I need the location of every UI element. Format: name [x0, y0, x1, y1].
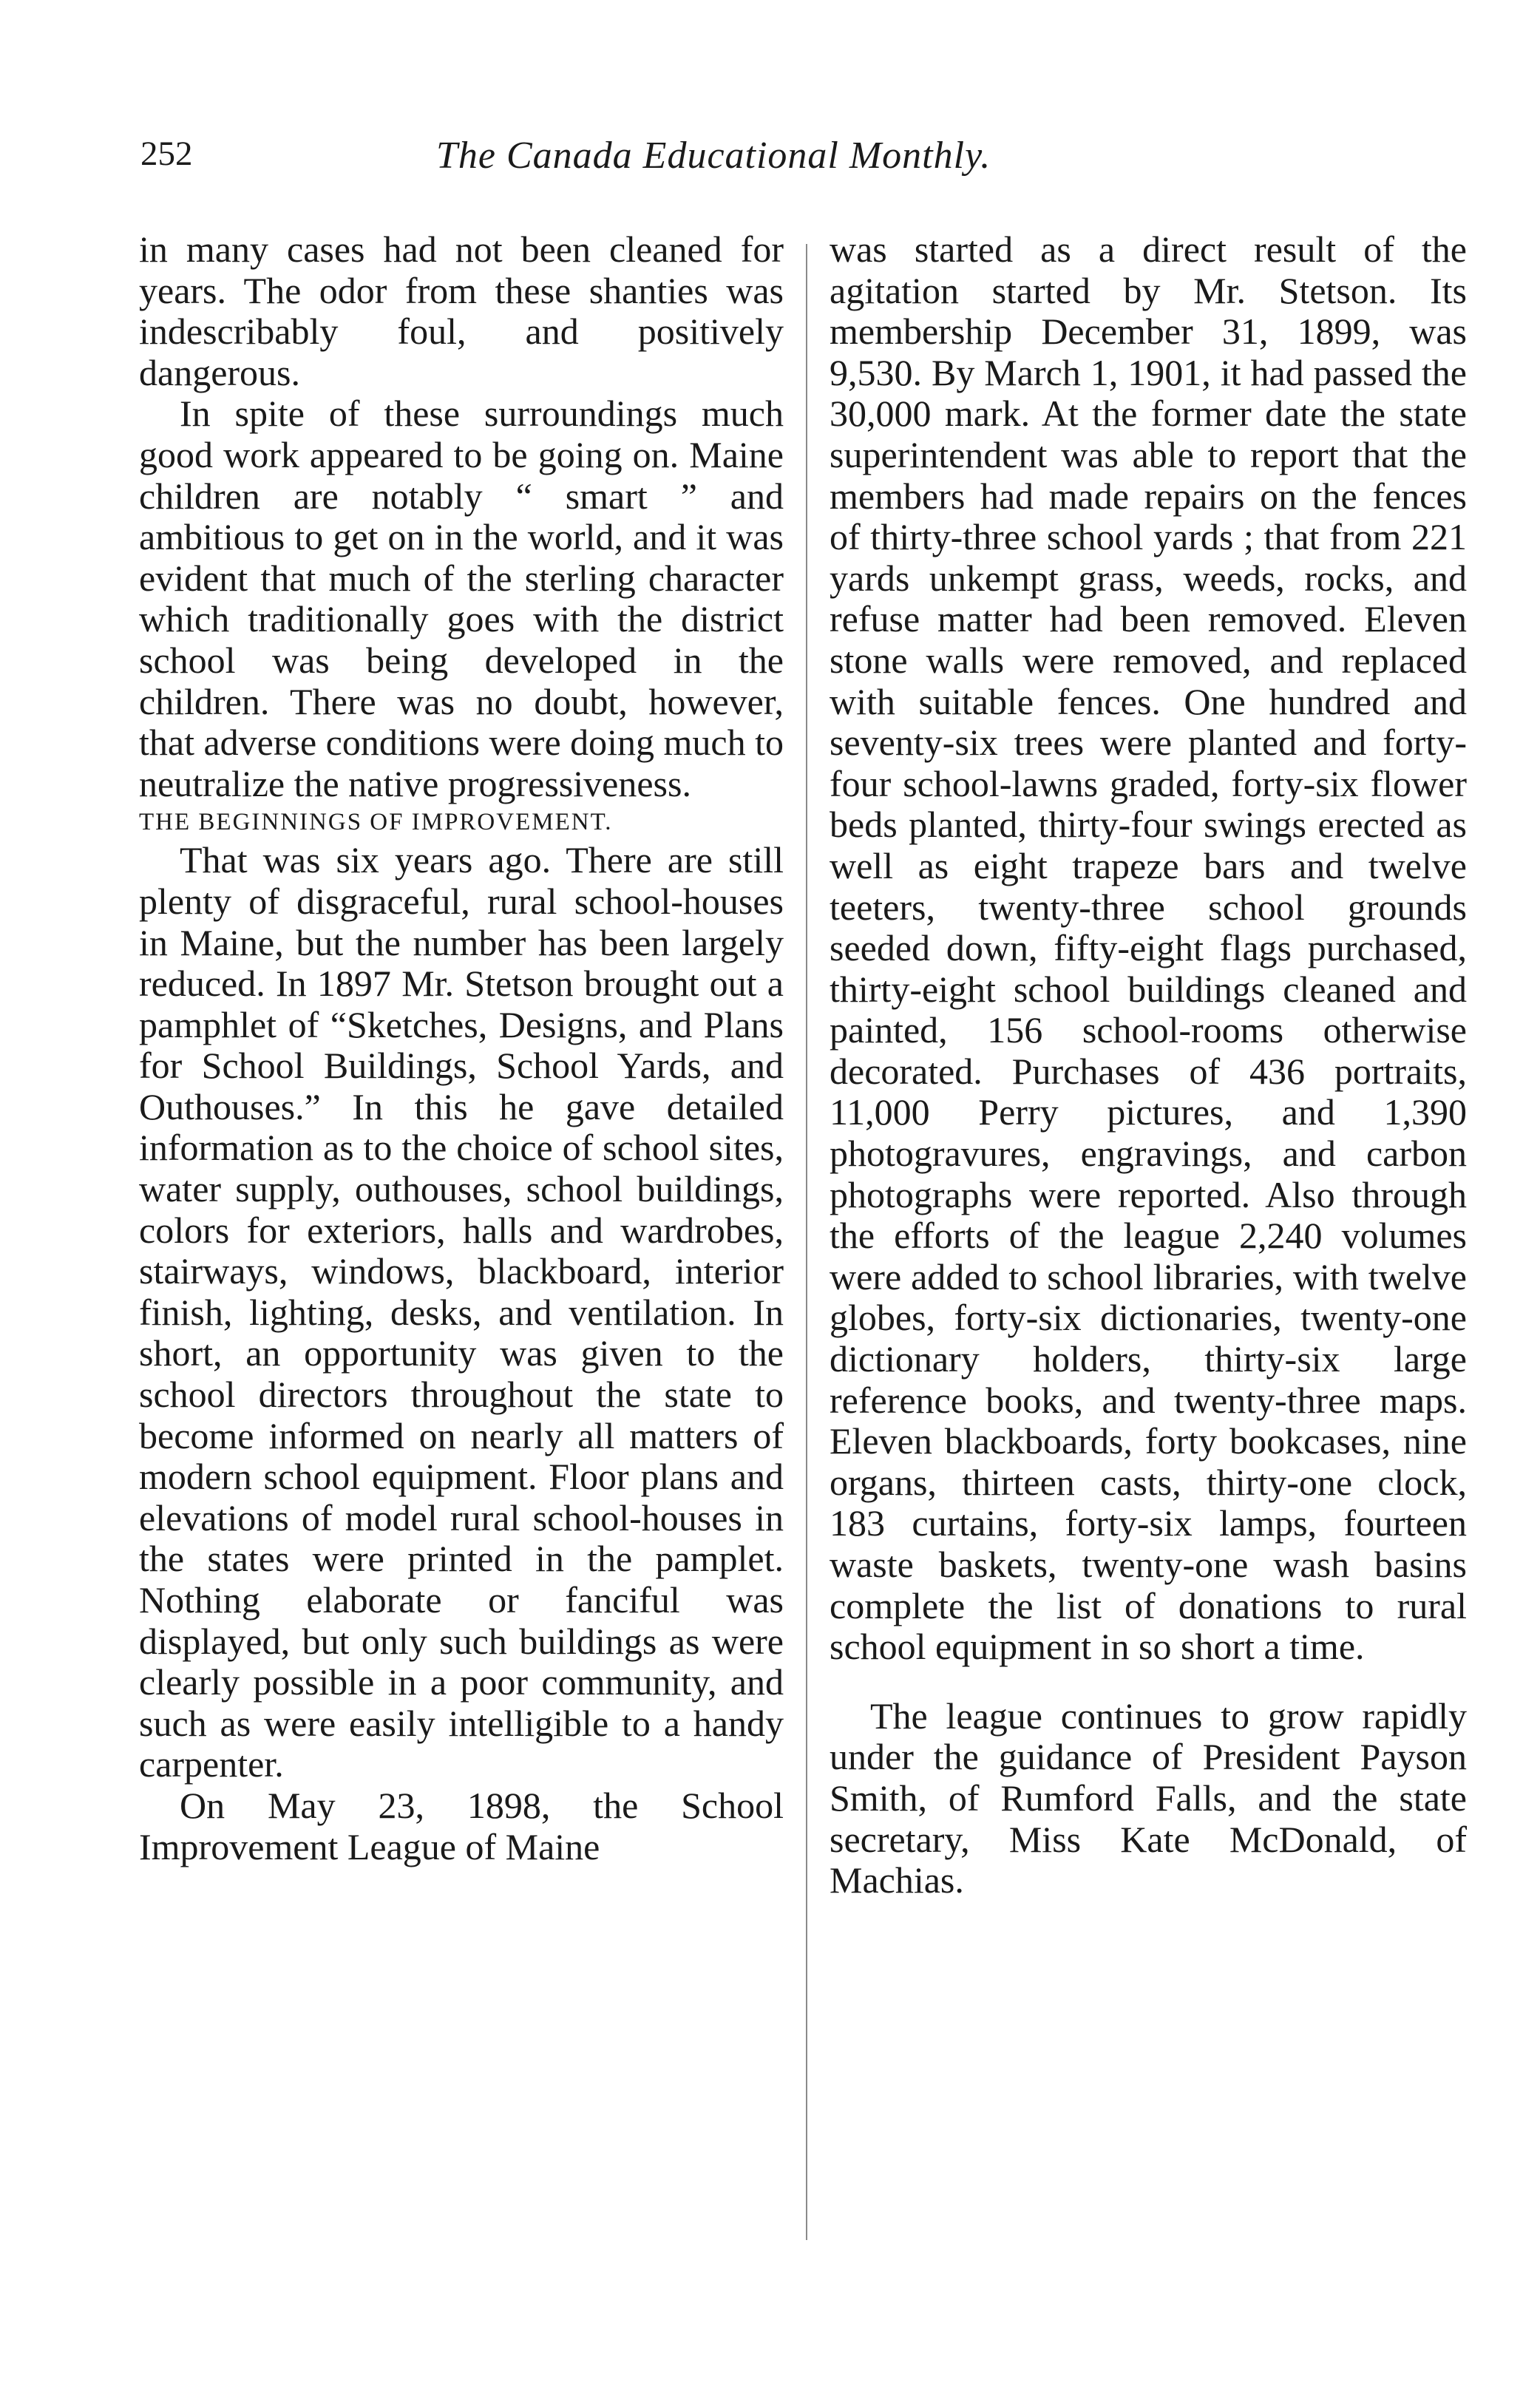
- right-paragraph-1: was started as a direct result of the agitation started by Mr. Stetson. Its membership December 31, 1899, was 9,530. By March 1, 1901, it had passed the 30,000 mark. At the former date the state superintendent was able to report that the members had made repairs on the fences of thirty-three school yards ; that from 221 yards unkempt grass, weeds, rocks, and refuse matter had been removed. Eleven stone walls were removed, and replaced with suitable fences. One hundred and seventy-six trees were planted and forty-four school-lawns graded, forty-six flower beds planted, thirty-four swings erected as well as eight trapeze bars and twelve teeters, twenty-three school grounds seeded down, fifty-eight flags purchased, thirty-eight school buildings cleaned and painted, 156 school-rooms otherwise decorated. Purchases of 436 portraits, 11,000 Perry pictures, and 1,390 photogravures, engravings, and carbon photographs were reported. Also through the efforts of the league 2,240 volumes were added to school libraries, with twelve globes, forty-six dictionaries, twenty-one dictionary holders, thirty-six large reference books, and twenty-three maps. Eleven blackboards, forty bookcases, nine organs, thirteen casts, thirty-one clock, 183 curtains, forty-six lamps, fourteen waste baskets, twenty-one wash basins complete the list of donations to rural school equipment in so short a time.: [830, 228, 1467, 1668]
- page-header: [140, 137, 1449, 196]
- left-paragraph-4: On May 23, 1898, the School Improvement League of Maine: [139, 1784, 784, 1867]
- right-column: [830, 229, 1467, 1901]
- running-title: The Canada Educational Monthly.: [436, 135, 991, 177]
- left-paragraph-1: in many cases had not been cleaned for years. The odor from these shanties was indescribably foul, and positively dangerous.: [139, 228, 784, 393]
- section-heading: THE BEGINNINGS OF IMPROVEMENT.: [139, 809, 613, 836]
- right-paragraph-2: The league continues to grow rapidly under the guidance of President Payson Smith, of Rumford Falls, and the state secretary, Miss Kate McDonald, of Machias.: [830, 1694, 1467, 1901]
- column-divider: [806, 244, 807, 2240]
- left-paragraph-2: In spite of these surroundings much good work appeared to be going on. Maine children are notably “ smart ” and ambitious to get on in the world, and it was evident that much of the sterling character which traditionally goes with the district school was being developed in the children. There was no doubt, however, that adverse conditions were doing much to neutralize the native progressiveness.: [139, 393, 784, 804]
- page-number: 252: [140, 135, 193, 173]
- left-paragraph-3: That was six years ago. There are still plenty of disgraceful, rural school-houses in Maine, but the number has been largely reduced. In 1897 Mr. Stetson brought out a pamphlet of “Sketches, Designs, and Plans for School Buildings, School Yards, and Outhouses.” In this he gave detailed information as to the choice of school sites, water supply, outhouses, school buildings, colors for exteriors, halls and wardrobes, stairways, windows, blackboard, interior finish, lighting, desks, and ventilation. In short, an opportunity was given to the school directors throughout the state to become informed on nearly all matters of modern school equipment. Floor plans and elevations of model rural school-houses in the states were printed in the pamplet. Nothing elaborate or fanciful was displayed, but only such buildings as were clearly possible in a poor community, and such as were easily intelligible to a handy carpenter.: [139, 839, 784, 1785]
- left-column: [139, 229, 784, 1867]
